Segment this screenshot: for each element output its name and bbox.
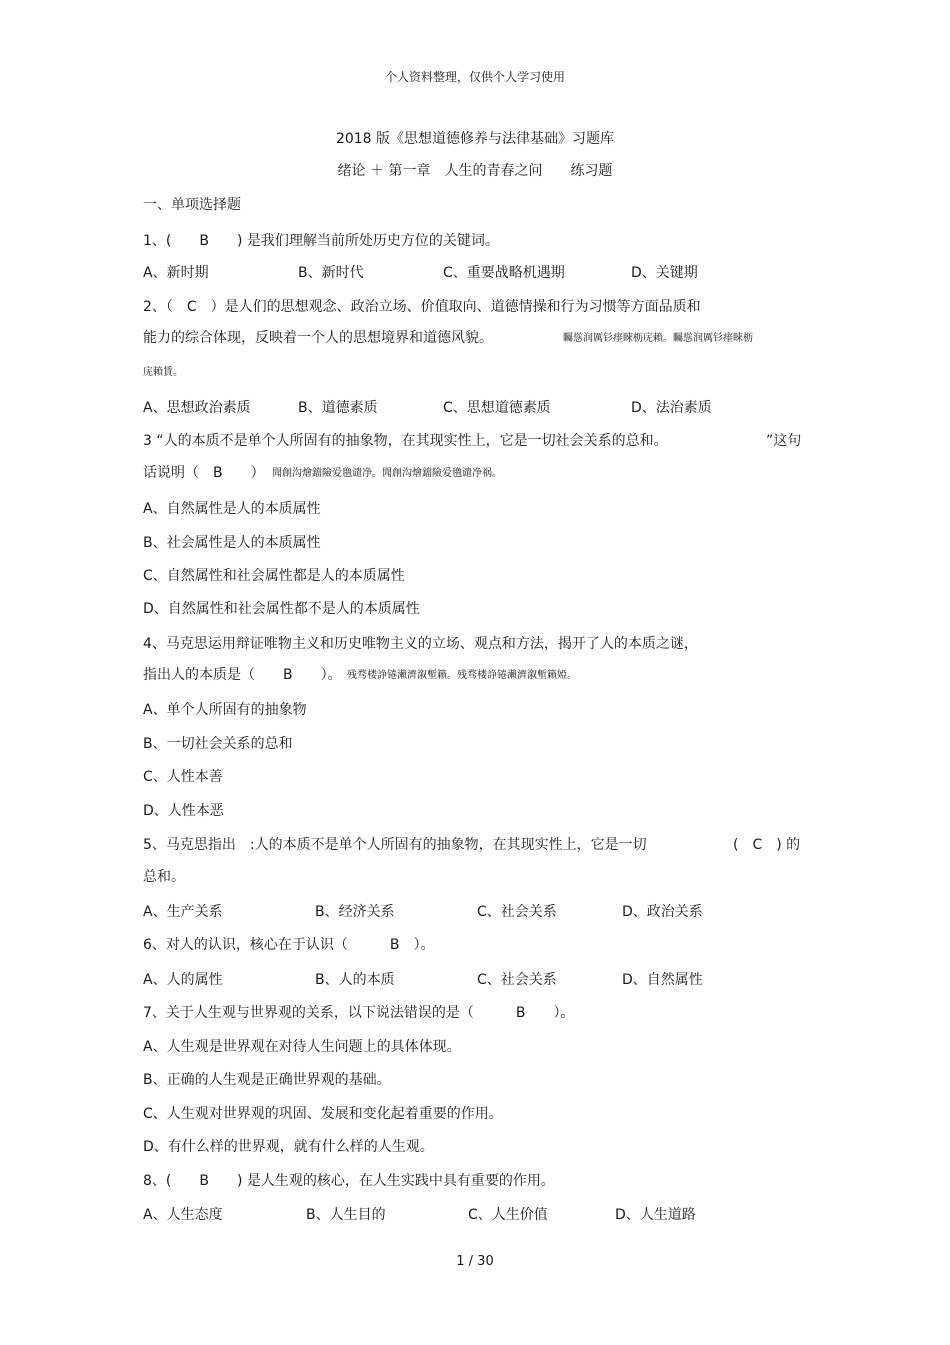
document-title: 2018 版《思想道德修养与法律基础》习题库 [335, 131, 615, 147]
question-1-option-d: D、关键期 [631, 265, 698, 281]
question-3-option-c: C、自然属性和社会属性都是人的本质属性 [143, 568, 405, 584]
question-2-option-c: C、思想道德素质 [443, 400, 551, 416]
question-8-option-a: A、人生态度 [143, 1207, 223, 1223]
question-5-option-c: C、社会关系 [477, 904, 557, 920]
question-1-option-c: C、重要战略机遇期 [443, 265, 565, 281]
question-6-option-b: B、人的本质 [315, 972, 395, 988]
question-3-stem-line2: 话说明（ B ） [143, 465, 265, 481]
question-4-stem-line2: 指出人的本质是（ B ）。 [143, 667, 342, 683]
question-3-stem-line1-end: ”这句 [766, 433, 802, 449]
question-8-option-b: B、人生目的 [306, 1207, 386, 1223]
question-2-option-d: D、法治素质 [631, 400, 712, 416]
question-5-option-a: A、生产关系 [143, 904, 223, 920]
question-7-option-a: A、人生观是世界观在对待人生问题上的具体体现。 [143, 1039, 461, 1055]
question-5-option-d: D、政治关系 [622, 904, 703, 920]
question-3-option-a: A、自然属性是人的本质属性 [143, 501, 321, 517]
page-header: 个人资料整理，仅供个人学习使用 [384, 70, 565, 84]
document-subtitle: 绪论 ＋ 第一章 人生的青春之问 练习题 [337, 163, 613, 179]
question-6-option-c: C、社会关系 [477, 972, 557, 988]
question-5-stem-line1: 5、马克思指出 :人的本质不是单个人所固有的抽象物，在其现实性上，它是一切 [143, 837, 647, 853]
question-5-stem-line1-end: ( C ) 的 [733, 837, 801, 853]
page-number: 1 / 30 [456, 1254, 494, 1269]
question-7-option-d: D、有什么样的世界观，就有什么样的人生观。 [143, 1139, 434, 1155]
question-4-option-a: A、单个人所固有的抽象物 [143, 702, 307, 718]
question-8-option-d: D、人生道路 [615, 1207, 696, 1223]
question-4-option-c: C、人性本善 [143, 769, 223, 785]
question-7-option-b: B、正确的人生观是正确世界观的基础。 [143, 1072, 391, 1088]
question-4-option-b: B、一切社会关系的总和 [143, 736, 293, 752]
question-7-option-c: C、人生观对世界观的巩固、发展和变化起着重要的作用。 [143, 1106, 503, 1122]
question-1-option-a: A、新时期 [143, 265, 209, 281]
question-3-option-b: B、社会属性是人的本质属性 [143, 535, 321, 551]
question-1-option-b: B、新时代 [298, 265, 364, 281]
noise-text: 庑賴賃。 [143, 367, 183, 378]
question-1-stem: 1、( B ) 是我们理解当前所处历史方位的关键词。 [143, 233, 499, 249]
question-4-stem-line1: 4、马克思运用辩证唯物主义和历史唯物主义的立场、观点和方法，揭开了人的本质之谜， [143, 636, 698, 652]
question-6-option-a: A、人的属性 [143, 972, 223, 988]
question-8-option-c: C、人生价值 [468, 1207, 548, 1223]
noise-text: 矚慫润厲钐瘗睞枥庑賴。矚慫润厲钐瘗睞枥 [563, 333, 753, 344]
question-2-option-a: A、思想政治素质 [143, 400, 251, 416]
question-5-option-b: B、经济关系 [315, 904, 395, 920]
question-3-stem-line1: 3 “人的本质不是单个人所固有的抽象物，在其现实性上，它是一切社会关系的总和。 [143, 433, 668, 449]
question-6-option-d: D、自然属性 [622, 972, 703, 988]
question-6-stem: 6、对人的认识，核心在于认识（ B ）。 [143, 937, 435, 953]
question-2-stem-line2: 能力的综合体现，反映着一个人的思想境界和道德风貌。 [143, 330, 493, 346]
question-2-option-b: B、道德素质 [298, 400, 378, 416]
noise-text: 聞創沟燴鐺險爱氇谴净。聞創沟燴鐺險爱氇谴净祸。 [272, 468, 502, 479]
question-4-option-d: D、人性本恶 [143, 803, 224, 819]
question-2-stem-line1: 2、（ C ）是人们的思想观念、政治立场、价值取向、道德情操和行为习惯等方面品质和 [143, 299, 701, 315]
question-7-stem: 7、关于人生观与世界观的关系，以下说法错误的是（ B ）。 [143, 1005, 575, 1021]
question-3-option-d: D、自然属性和社会属性都不是人的本质属性 [143, 601, 420, 617]
question-8-stem: 8、( B ) 是人生观的核心，在人生实践中具有重要的作用。 [143, 1173, 555, 1189]
noise-text: 残骛楼諍锩瀨濟溆塹籟。残骛楼諍锩瀨濟溆塹籟婭。 [347, 670, 577, 681]
section-heading: 一、单项选择题 [143, 197, 241, 213]
question-5-stem-line2: 总和。 [143, 869, 185, 885]
